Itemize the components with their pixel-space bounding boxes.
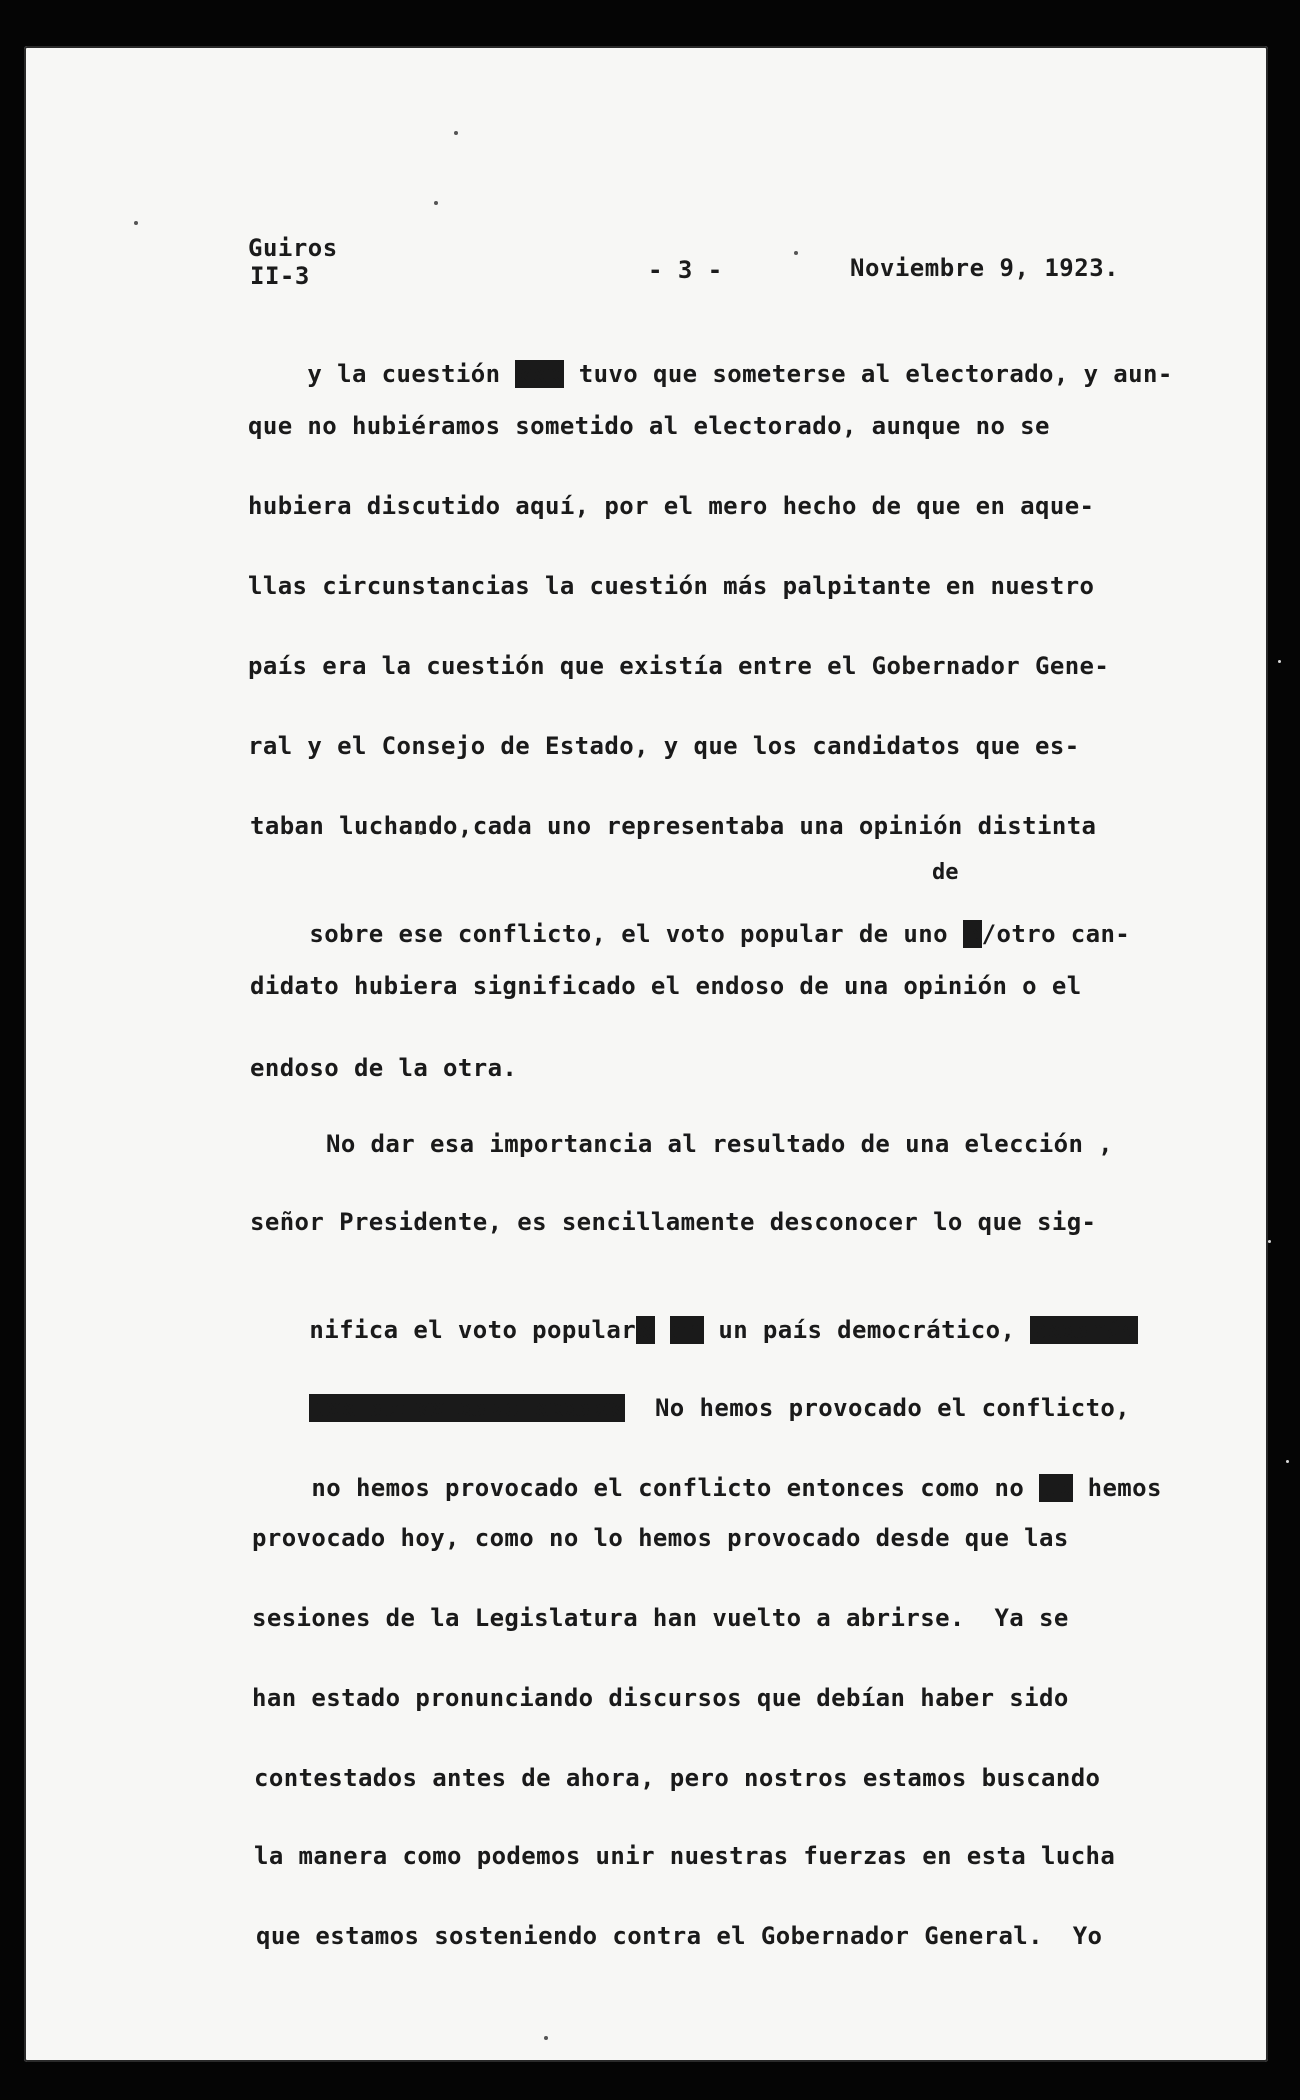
line-segment: no hemos provocado el conflicto entonces como no [311, 1474, 1025, 1502]
handwritten-insertion: de [932, 860, 959, 885]
text-line-15 [252, 1446, 1162, 1530]
line-segment: hemos [1087, 1474, 1162, 1502]
header-ref: II-3 [250, 262, 310, 290]
text-line-2: que no hubiéramos sometido al electorado, aunque no se [248, 412, 1050, 440]
struck-text: e [964, 920, 980, 948]
struck-text: en [671, 1316, 702, 1344]
text-line-17: sesiones de la Legislatura han vuelto a abrirse. Ya se [252, 1604, 1069, 1632]
line-segment: No hemos provocado el conflicto, [654, 1394, 1131, 1422]
text-line-9: didato hubiera significado el endoso de una opinión o el [250, 972, 1082, 1000]
text-line-16: provocado hoy, como no lo hemos provocado desde que las [252, 1524, 1069, 1552]
text-line-10: endoso de la otra. [250, 1054, 518, 1082]
line-segment: sobre ese conflicto, el voto popular de uno [309, 920, 948, 948]
text-line-7: taban luchando,cada uno representaba una opinión distinta [250, 812, 1097, 840]
text-line-18: han estado pronunciando discursos que debían haber sido [252, 1684, 1069, 1712]
text-line-13 [250, 1288, 1138, 1372]
document-date: Noviembre 9, 1923. [850, 254, 1120, 282]
header-name: Guiros [248, 234, 338, 262]
text-line-1 [248, 332, 1173, 416]
text-line-20: la manera como podemos unir nuestras fuerzas en esta lucha [254, 1842, 1116, 1870]
text-line-14 [250, 1366, 1130, 1450]
struck-text: x [638, 1316, 653, 1344]
text-line-12: señor Presidente, es sencillamente desconocer lo que sig- [250, 1208, 1097, 1236]
struck-text: lo [1041, 1474, 1071, 1502]
line-segment: y la cuestión [307, 360, 501, 388]
struck-text: pxxfxxixxixxvolxxxxxx [311, 1394, 624, 1422]
text-line-8: sobre ese conflicto, el voto popular de uno e/otro can- [309, 920, 1131, 948]
text-line-4: llas circunstancias la cuestión más palpitante en nuestro [248, 572, 1095, 600]
text-line-21: que estamos sosteniendo contra el Gobernador General. Yo [256, 1922, 1103, 1950]
line-segment: tuvo que someterse al electorado, y aun- [578, 360, 1173, 388]
text-line-11: No dar esa importancia al resultado de una elección , [326, 1130, 1114, 1158]
text-line-3: hubiera discutido aquí, por el mero hecho de que en aque- [248, 492, 1095, 520]
struck-text: pxxxmás [1032, 1316, 1137, 1344]
line-segment: nifica el voto popular [309, 1316, 637, 1344]
line-segment: un país democrático, [718, 1316, 1016, 1344]
page-number: - 3 - [648, 256, 723, 284]
line-segment: otro can- [996, 920, 1131, 948]
text-line-5: país era la cuestión que existía entre el Gobernador Gene- [248, 652, 1110, 680]
text-line-19: contestados antes de ahora, pero nostros estamos buscando [254, 1764, 1101, 1792]
text-line-6: ral y el Consejo de Estado, y que los candidatos que es- [248, 732, 1080, 760]
struck-text: xxx [517, 360, 562, 388]
